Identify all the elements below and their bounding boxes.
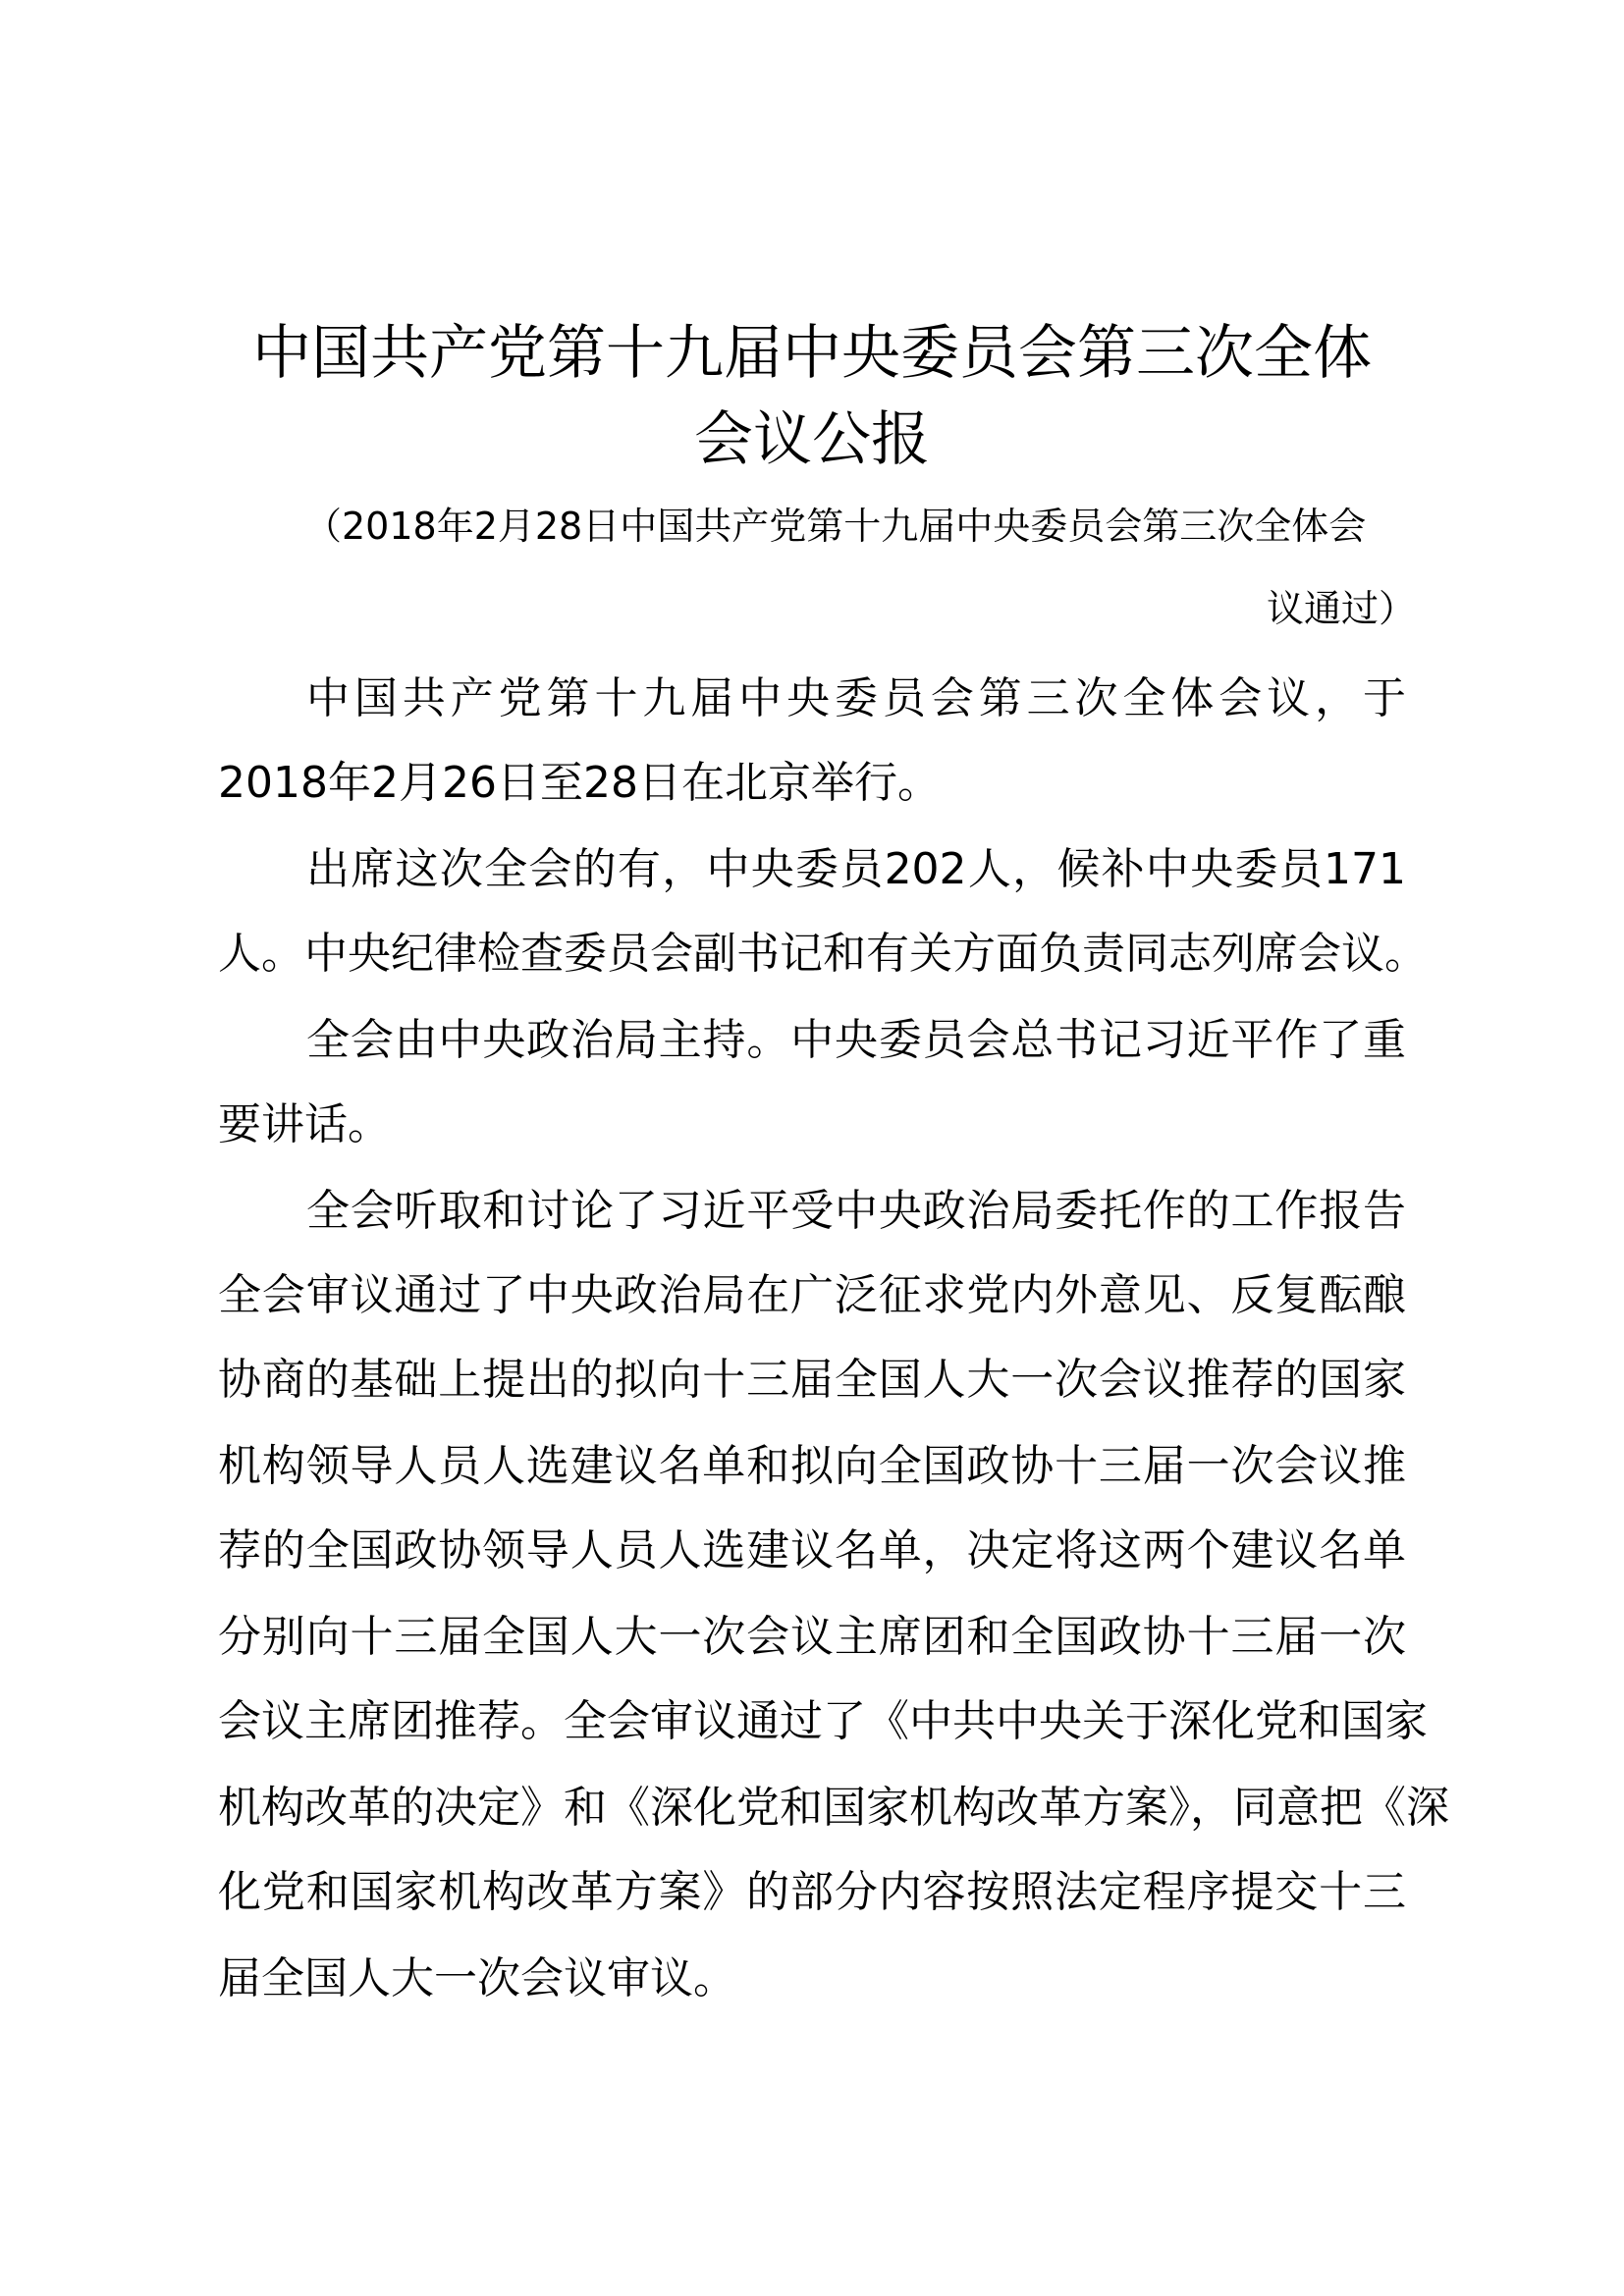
paragraph-2-line-2: 人。中央纪律检查委员会副书记和有关方面负责同志列席会议。 <box>218 929 1428 979</box>
paragraph-4-line-9: 化党和国家机构改革方案》的部分内容按照法定程序提交十三 <box>218 1867 1406 1917</box>
paragraph-3-line-2: 要讲话。 <box>218 1099 391 1149</box>
paragraph-4-line-6: 分别向十三届全国人大一次会议主席团和全国政协十三届一次 <box>218 1612 1406 1662</box>
paragraph-4-line-7: 会议主席团推荐。全会审议通过了《中共中央关于深化党和国家 <box>218 1696 1428 1746</box>
paragraph-4-line-1: 全会听取和讨论了习近平受中央政治局委托作的工作报告 <box>306 1186 1406 1236</box>
paragraph-4-line-8: 机构改革的决定》和《深化党和国家机构改革方案》，同意把《深 <box>218 1783 1449 1833</box>
paragraph-4-line-2: 全会审议通过了中央政治局在广泛征求党内外意见、反复酝酿 <box>218 1270 1406 1320</box>
document-title-line-2: 会议公报 <box>694 405 930 474</box>
paragraph-3-line-1: 全会由中央政治局主持。中央委员会总书记习近平作了重 <box>306 1015 1406 1065</box>
paragraph-4-line-3: 协商的基础上提出的拟向十三届全国人大一次会议推荐的国家 <box>218 1355 1406 1405</box>
paragraph-1-line-2: 2018年2月26日至28日在北京举行。 <box>218 758 941 808</box>
paragraph-2-line-1: 出席这次全会的有，中央委员202人，候补中央委员171 <box>306 844 1406 894</box>
document-subtitle-line-2: 议通过） <box>1267 587 1417 630</box>
paragraph-4-line-5: 荐的全国政协领导人员人选建议名单，决定将这两个建议名单 <box>218 1525 1406 1575</box>
document-title-line-1: 中国共产党第十九届中央委员会第三次全体 <box>252 319 1372 388</box>
document-subtitle-line-1: （2018年2月28日中国共产党第十九届中央委员会第三次全体会 <box>304 505 1367 548</box>
paragraph-1-line-1: 中国共产党第十九届中央委员会第三次全体会议，于 <box>306 673 1406 723</box>
paragraph-4-line-10: 届全国人大一次会议审议。 <box>218 1953 736 2003</box>
paragraph-4-line-4: 机构领导人员人选建议名单和拟向全国政协十三届一次会议推 <box>218 1441 1406 1491</box>
